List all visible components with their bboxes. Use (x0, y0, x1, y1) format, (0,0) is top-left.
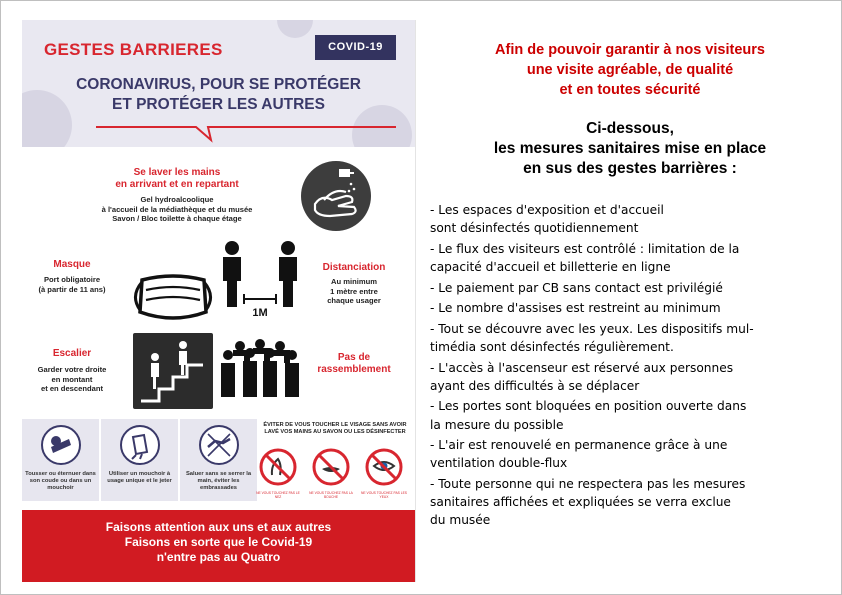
tip-text: Saluer sans se serrer la main, éviter les embrassades (185, 471, 252, 491)
poster-header (22, 20, 415, 147)
face-caption: NE VOUS TOUCHEZ PAS LA BOUCHE (309, 491, 353, 499)
list-item: - Toute personne qui ne respectera pas les mesures sanitaires affichées et expliquées se verra exclue du musée (430, 476, 746, 528)
tip-card-tissue (101, 419, 178, 501)
tips-row (22, 419, 415, 501)
poster-title: GESTES BARRIERES (44, 40, 223, 59)
hands-desc (62, 195, 292, 224)
intro-line: une visite agréable, de qualité (526, 62, 734, 78)
desc-line: en montant (51, 374, 93, 384)
list-item: - Le nombre d'assises est restreint au minimum (430, 301, 721, 316)
intro-line: et en toutes sécurité (559, 82, 701, 98)
tip-card-no-handshake (180, 419, 257, 501)
desc-line: 1 mètre entre (330, 286, 378, 296)
list-item: - L'air est renouvelé en permanence grâce à une ventilation double-flux (430, 438, 728, 471)
headline-line: ET PROTÉGER LES AUTRES (111, 96, 325, 113)
desc-line: Garder votre droite (37, 365, 107, 374)
footer-line: Faisons attention aux uns et aux autres (105, 520, 332, 534)
label-line: Se laver les mains (133, 167, 221, 178)
cough-elbow-icon (41, 425, 81, 465)
mask-icon (130, 272, 216, 324)
footer-text (22, 520, 415, 565)
hands-label (82, 167, 272, 191)
distance-desc (308, 277, 400, 306)
list-item: - Le flux des visiteurs est contrôlé : limitation de la capacité d'accueil et billetterie en ligne (430, 241, 740, 274)
list-item: - Tout se découvre avec les yeux. Les dispositifs mul- timédia sont désinfectés régulièrement. (430, 321, 754, 354)
desc-line: (à partir de 11 ans) (38, 284, 106, 294)
tissue-icon (120, 425, 160, 465)
desc-line: à l'accueil de la médiathèque et du musée (101, 204, 253, 214)
mask-label: Masque (53, 259, 91, 270)
subhead-line: en sus des gestes barrières : (523, 160, 737, 177)
poster-headline (22, 75, 415, 115)
distancing-people-icon (218, 239, 302, 319)
face-caption: NE VOUS TOUCHEZ PAS LES YEUX (361, 491, 407, 499)
face-caption: NE VOUS TOUCHEZ PAS LE NEZ (256, 491, 300, 499)
label-line: en arrivant et en repartant (115, 179, 239, 190)
hand-washing-icon (300, 160, 372, 232)
stairs-label: Escalier (52, 348, 92, 359)
virus-decoration-icon (277, 20, 313, 38)
tip-text: Utiliser un mouchoir à usage unique et le jeter (107, 471, 172, 484)
distance-label: Distanciation (322, 262, 386, 273)
crowd-label (304, 352, 404, 376)
footer-line: n'entre pas au Quatro (156, 550, 281, 564)
no-handshake-icon (199, 425, 239, 465)
headline-line: CORONAVIRUS, POUR SE PROTÉGER (76, 76, 361, 93)
measures-list (430, 201, 825, 532)
desc-line: Savon / Bloc toilette à chaque étage (112, 214, 242, 223)
desc-line: et en descendant (40, 384, 104, 393)
label-line: rassemblement (317, 364, 391, 375)
no-touch-nose-icon (258, 447, 298, 487)
mask-desc (22, 275, 122, 294)
distance-badge: 1M (252, 307, 268, 319)
measures-heading (430, 119, 830, 179)
no-touch-mouth-icon (311, 447, 351, 487)
stairs-desc (22, 365, 122, 394)
list-item: - Le paiement par CB sans contact est privilégié (430, 280, 723, 295)
footer-line: Faisons en sorte que le Covid-19 (124, 535, 313, 549)
intro-heading (430, 40, 830, 100)
speech-bubble-underline-icon (96, 124, 396, 144)
desc-line: Gel hydroalcoolique (140, 195, 214, 204)
gestures-grid (22, 147, 415, 409)
label-line: Pas de (337, 352, 371, 363)
covid-poster (22, 20, 416, 582)
crowd-icon (218, 339, 302, 399)
list-item: - L'accès à l'ascenseur est réservé aux personnes ayant des difficultés à se déplacer (430, 360, 734, 393)
desc-line: Au minimum (331, 277, 377, 286)
desc-line: Port obligatoire (43, 275, 101, 284)
desc-line: chaque usager (327, 296, 381, 305)
tip-text: Tousser ou éternuer dans son coude ou dans un mouchoir (25, 471, 96, 491)
intro-line: Afin de pouvoir garantir à nos visiteurs (495, 42, 765, 58)
tip-card-cough (22, 419, 99, 501)
subhead-line: Ci-dessous, (586, 120, 674, 137)
face-warning: ÉVITER DE VOUS TOUCHER LE VISAGE SANS AVOIR LAVÉ VOS MAINS AU SAVON OU LES DÉSINFECTER (263, 422, 407, 435)
list-item: - Les portes sont bloquées en position ouverte dans la mesure du possible (430, 399, 747, 432)
stairs-icon (133, 333, 213, 409)
covid-tag: COVID-19 (315, 35, 396, 60)
list-item: - Les espaces d'exposition et d'accueil sont désinfectés quotidiennement (430, 203, 664, 236)
subhead-line: les mesures sanitaires mise en place (493, 140, 767, 157)
poster-footer (22, 510, 415, 582)
no-touch-eyes-icon (364, 447, 404, 487)
